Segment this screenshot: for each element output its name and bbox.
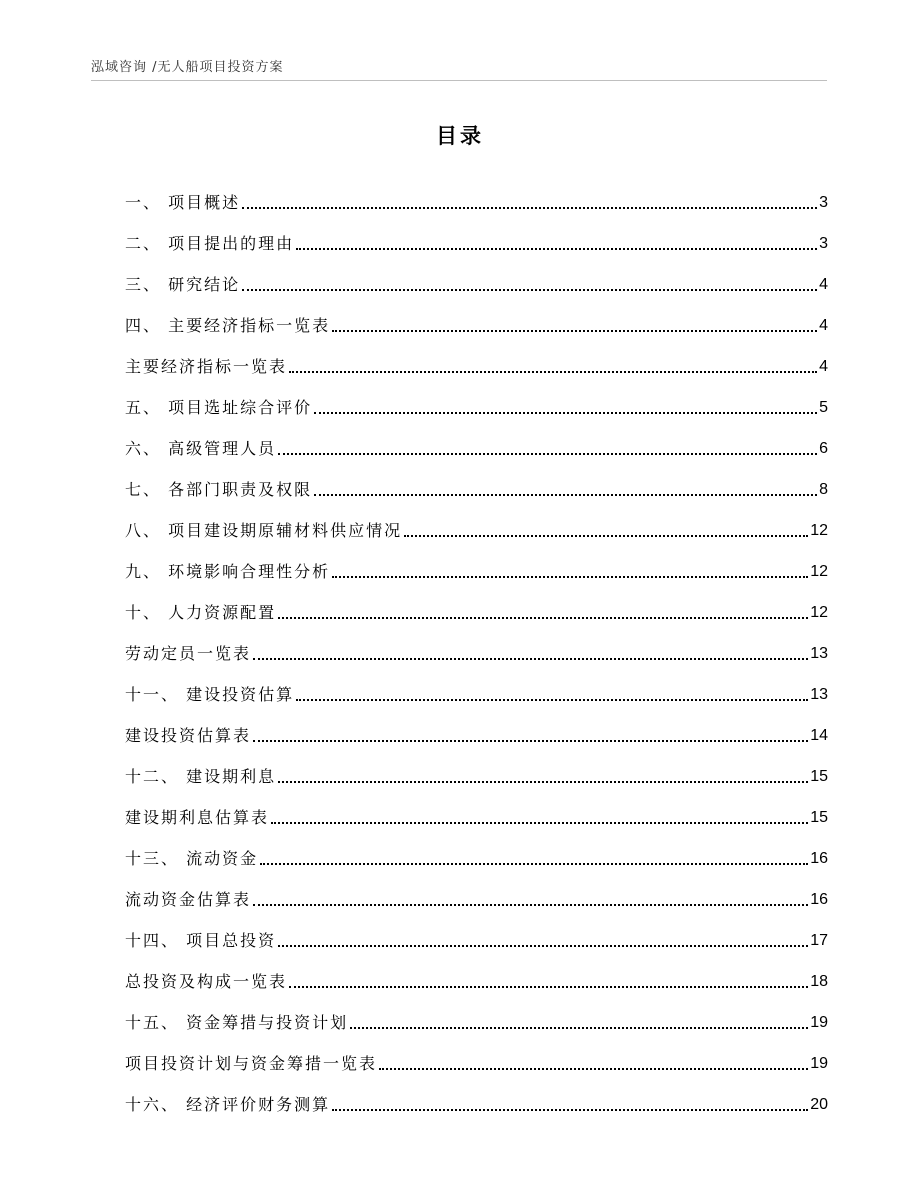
- toc-entry-page: 20: [810, 1096, 828, 1113]
- toc-leader-dots: [278, 453, 817, 455]
- toc-entry-page: 15: [810, 809, 828, 826]
- toc-entry-page: 4: [819, 358, 828, 375]
- toc-entry[interactable]: [125, 256, 828, 297]
- toc-entry-page: 13: [810, 645, 828, 662]
- toc-entry-label: 流动资金估算表: [125, 890, 252, 909]
- toc-entry-label: 十三、 流动资金: [125, 849, 259, 868]
- toc-entry-label: 十六、 经济评价财务测算: [125, 1095, 331, 1114]
- toc-entry-label: 十四、 项目总投资: [125, 931, 277, 950]
- toc-entry[interactable]: [125, 1035, 828, 1076]
- toc-entry-page: 19: [810, 1055, 828, 1072]
- toc-entry-page: 12: [810, 604, 828, 621]
- toc-entry[interactable]: [125, 502, 828, 543]
- toc-entry-label: 六、 高级管理人员: [125, 439, 277, 458]
- toc-entry-label: 十二、 建设期利息: [125, 767, 277, 786]
- toc-entry-label: 主要经济指标一览表: [125, 357, 288, 376]
- toc-entry-page: 12: [810, 563, 828, 580]
- toc-entry[interactable]: [125, 871, 828, 912]
- toc-leader-dots: [404, 535, 808, 537]
- toc-entry-label: 一、 项目概述: [125, 193, 241, 212]
- toc-entry[interactable]: [125, 789, 828, 830]
- toc-entry-page: 14: [810, 727, 828, 744]
- toc-leader-dots: [278, 617, 808, 619]
- toc-leader-dots: [332, 576, 808, 578]
- toc-entry[interactable]: [125, 994, 828, 1035]
- toc-entry-page: 6: [819, 440, 828, 457]
- toc-entry-label: 十、 人力资源配置: [125, 603, 277, 622]
- toc-entry-page: 18: [810, 973, 828, 990]
- toc-leader-dots: [253, 658, 808, 660]
- toc-entry[interactable]: [125, 912, 828, 953]
- toc-leader-dots: [289, 371, 817, 373]
- toc-entry-label: 二、 项目提出的理由: [125, 234, 295, 253]
- toc-entry-page: 4: [819, 317, 828, 334]
- toc-leader-dots: [253, 740, 808, 742]
- toc-entry-page: 16: [810, 850, 828, 867]
- table-of-contents: [125, 174, 828, 1117]
- toc-entry-page: 17: [810, 932, 828, 949]
- toc-entry[interactable]: [125, 461, 828, 502]
- toc-entry[interactable]: [125, 543, 828, 584]
- toc-entry-label: 项目投资计划与资金筹措一览表: [125, 1054, 378, 1073]
- header-divider: [91, 80, 827, 81]
- toc-leader-dots: [289, 986, 808, 988]
- toc-entry-page: 16: [810, 891, 828, 908]
- toc-entry-label: 三、 研究结论: [125, 275, 241, 294]
- toc-leader-dots: [260, 863, 808, 865]
- toc-entry[interactable]: [125, 584, 828, 625]
- toc-leader-dots: [278, 945, 808, 947]
- toc-entry[interactable]: [125, 1076, 828, 1117]
- toc-entry-label: 劳动定员一览表: [125, 644, 252, 663]
- toc-entry-page: 15: [810, 768, 828, 785]
- toc-entry[interactable]: [125, 748, 828, 789]
- toc-entry-page: 13: [810, 686, 828, 703]
- toc-entry-label: 建设投资估算表: [125, 726, 252, 745]
- page-title: 目录: [436, 124, 484, 148]
- toc-leader-dots: [332, 1109, 808, 1111]
- toc-entry[interactable]: [125, 297, 828, 338]
- page-header: 泓域咨询 /无人船项目投资方案: [91, 60, 284, 75]
- toc-entry[interactable]: [125, 953, 828, 994]
- toc-leader-dots: [242, 207, 817, 209]
- toc-entry[interactable]: [125, 830, 828, 871]
- toc-entry-label: 九、 环境影响合理性分析: [125, 562, 331, 581]
- toc-entry-label: 四、 主要经济指标一览表: [125, 316, 331, 335]
- toc-leader-dots: [253, 904, 808, 906]
- toc-entry-label: 八、 项目建设期原辅材料供应情况: [125, 521, 403, 540]
- toc-entry-label: 建设期利息估算表: [125, 808, 270, 827]
- toc-entry[interactable]: [125, 625, 828, 666]
- toc-leader-dots: [296, 699, 808, 701]
- toc-entry-page: 5: [819, 399, 828, 416]
- toc-leader-dots: [271, 822, 808, 824]
- toc-leader-dots: [242, 289, 817, 291]
- toc-entry-label: 十五、 资金筹措与投资计划: [125, 1013, 349, 1032]
- toc-leader-dots: [296, 248, 817, 250]
- toc-entry-label: 七、 各部门职责及权限: [125, 480, 313, 499]
- toc-leader-dots: [314, 494, 817, 496]
- toc-entry-label: 总投资及构成一览表: [125, 972, 288, 991]
- toc-leader-dots: [379, 1068, 808, 1070]
- toc-leader-dots: [314, 412, 817, 414]
- toc-entry[interactable]: [125, 174, 828, 215]
- toc-entry-page: 19: [810, 1014, 828, 1031]
- toc-leader-dots: [278, 781, 808, 783]
- toc-entry[interactable]: [125, 707, 828, 748]
- toc-entry-page: 3: [819, 235, 828, 252]
- toc-entry-label: 五、 项目选址综合评价: [125, 398, 313, 417]
- toc-entry-page: 12: [810, 522, 828, 539]
- toc-entry[interactable]: [125, 379, 828, 420]
- toc-entry[interactable]: [125, 338, 828, 379]
- toc-entry-page: 3: [819, 194, 828, 211]
- toc-entry[interactable]: [125, 215, 828, 256]
- toc-entry-page: 4: [819, 276, 828, 293]
- toc-entry-page: 8: [819, 481, 828, 498]
- toc-entry[interactable]: [125, 420, 828, 461]
- toc-leader-dots: [332, 330, 817, 332]
- toc-leader-dots: [350, 1027, 808, 1029]
- toc-entry-label: 十一、 建设投资估算: [125, 685, 295, 704]
- toc-entry[interactable]: [125, 666, 828, 707]
